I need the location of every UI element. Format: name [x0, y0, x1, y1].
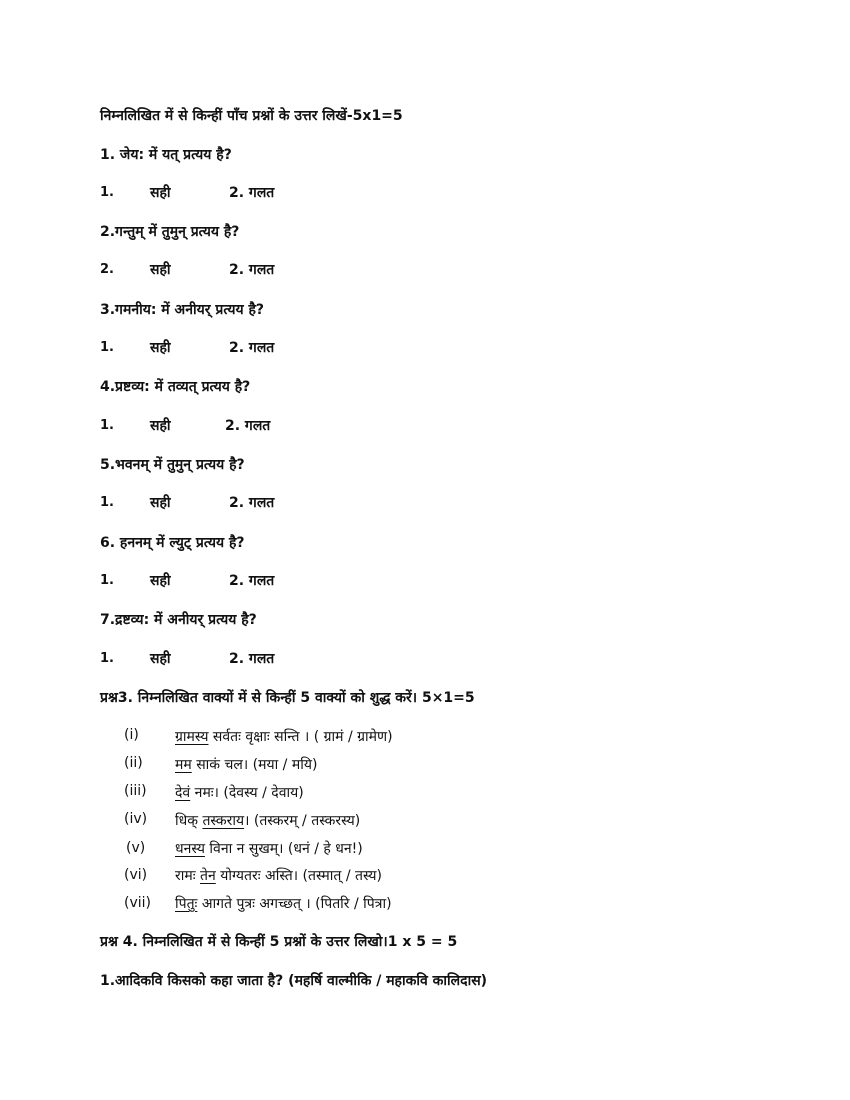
item-rest: आगते पुत्रः अगच्छत् । (पितरि / पित्रा) [197, 896, 392, 912]
option-false: 2. गलत [229, 573, 275, 589]
option-true: सही [150, 340, 171, 356]
option-false: 2. गलत [229, 340, 275, 356]
option-number: 1. [100, 495, 114, 510]
correction-item [175, 727, 393, 746]
item-rest: योग्यतरः अस्ति। (तस्मात् / तस्य) [215, 868, 382, 884]
section4-question-1: 1.आदिकवि किसको कहा जाता है? (महर्षि वाल्मीकि / महाकवि कालिदास) [100, 973, 488, 989]
incorrect-word: पितुः [175, 896, 198, 912]
question-2: 2.गन्तुम् में तुमुन् प्रत्यय है? [100, 224, 240, 240]
item-roman: (ii) [124, 755, 143, 771]
correction-item [175, 839, 363, 858]
option-number: 1. [100, 340, 114, 355]
correction-item [175, 894, 392, 913]
item-pre: रामः [175, 868, 201, 884]
item-roman: (iv) [124, 811, 148, 827]
option-false: 2. गलत [229, 651, 275, 667]
incorrect-word: धनस्य [175, 841, 205, 857]
section1-instruction: निम्नलिखित में से किन्हीं पाँच प्रश्नों के उत्तर लिखें-5x1=5 [100, 108, 403, 124]
item-rest: सर्वतः वृक्षाः सन्ति । ( ग्रामं / ग्रामेण) [208, 729, 393, 745]
incorrect-word: देवं [175, 785, 191, 801]
item-roman: (vii) [124, 895, 151, 911]
item-roman: (v) [126, 840, 146, 856]
section4-heading: प्रश्न 4. निम्नलिखित में से किन्हीं 5 प्रश्नों के उत्तर लिखो।1 x 5 = 5 [100, 934, 458, 950]
incorrect-word: तस्कराय [202, 813, 245, 829]
incorrect-word: तेन [200, 868, 216, 884]
option-true: सही [150, 651, 171, 667]
question-4: 4.प्रष्टव्य: में तव्यत् प्रत्यय है? [100, 379, 251, 395]
option-number: 1. [100, 185, 114, 200]
item-rest: नमः। (देवस्य / देवाय) [190, 785, 304, 801]
correction-item [175, 811, 360, 830]
question-7: 7.द्रष्टव्य: में अनीयर् प्रत्यय है? [100, 612, 257, 628]
item-roman: (vi) [124, 867, 148, 883]
option-number: 1. [100, 418, 114, 433]
option-true: सही [150, 495, 171, 511]
option-false: 2. गलत [229, 495, 275, 511]
correction-item [175, 866, 382, 885]
incorrect-word: मम [175, 757, 192, 773]
item-roman: (iii) [124, 783, 147, 799]
option-true: सही [150, 573, 171, 589]
option-number: 1. [100, 651, 114, 666]
item-rest: । (तस्करम् / तस्करस्य) [244, 813, 361, 829]
correction-item [175, 783, 304, 802]
option-false: 2. गलत [229, 262, 275, 278]
option-false: 2. गलत [225, 418, 271, 434]
section3-heading: प्रश्न3. निम्नलिखित वाक्यों में से किन्हीं 5 वाक्यों को शुद्ध करें। 5×1=5 [100, 690, 475, 706]
question-6: 6. हननम् में ल्युट् प्रत्यय है? [100, 535, 245, 551]
option-number: 2. [100, 262, 114, 277]
item-roman: (i) [124, 727, 139, 743]
item-pre: धिक् [175, 813, 203, 829]
incorrect-word: ग्रामस्य [175, 729, 209, 745]
option-true: सही [150, 418, 171, 434]
correction-item [175, 755, 317, 774]
question-5: 5.भवनम् में तुमुन् प्रत्यय है? [100, 457, 245, 473]
item-rest: साकं चल। (मया / मयि) [191, 757, 318, 773]
item-rest: विना न सुखम्। (धनं / हे धन!) [204, 841, 363, 857]
option-true: सही [150, 185, 171, 201]
question-1: 1. जेय: में यत् प्रत्यय है? [100, 147, 232, 163]
option-number: 1. [100, 573, 114, 588]
option-false: 2. गलत [229, 185, 275, 201]
option-true: सही [150, 262, 171, 278]
question-3: 3.गमनीय: में अनीयर् प्रत्यय है? [100, 302, 265, 318]
